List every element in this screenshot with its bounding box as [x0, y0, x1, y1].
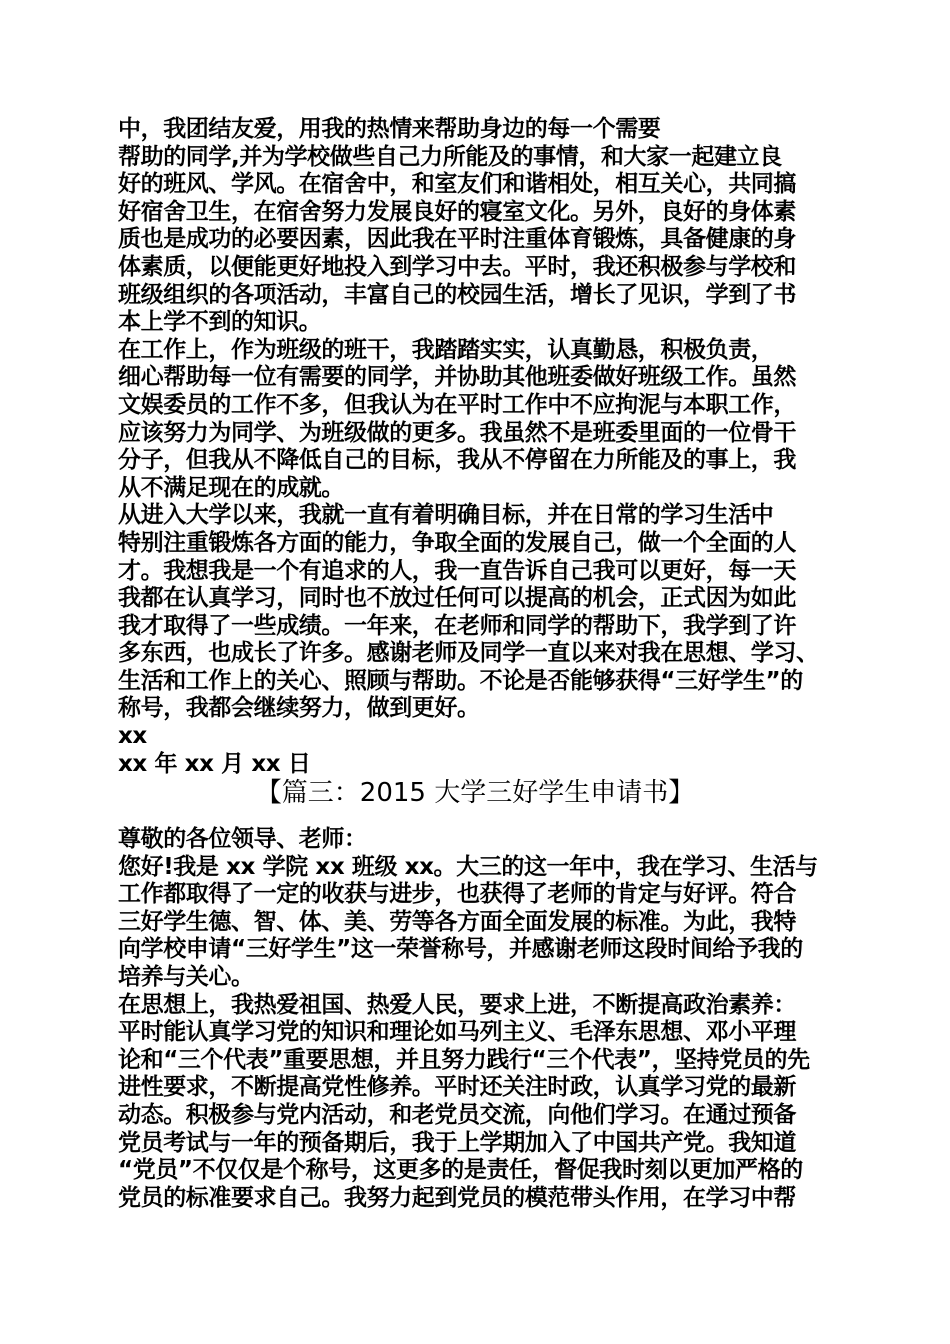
text-line: 中，我团结友爱，用我的热情来帮助身边的每一个需要 [118, 116, 661, 142]
signature-name: xx [118, 723, 147, 750]
text-line: 培养与关心。 [118, 963, 254, 990]
text-line: 特别注重锻炼各方面的能力，争取全面的发展自己，做一个全面的人 [118, 529, 797, 556]
text-line: 我才取得了一些成绩。一年来，在老师和同学的帮助下，我学到了许 [118, 612, 797, 639]
text-line: 论和“三个代表”重要思想，并且努力践行“三个代表”，坚持党员的先 [118, 1046, 810, 1073]
text-line: 称号，我都会继续努力，做到更好。 [118, 695, 480, 722]
text-line: 从进入大学以来，我就一直有着明确目标，并在日常的学习生活中 [118, 502, 774, 529]
text-line: 三好学生德、智、体、美、劳等各方面全面发展的标准。为此，我特 [118, 908, 797, 935]
text-line: 班级组织的各项活动，丰富自己的校园生活，增长了见识，学到了书 [118, 281, 797, 308]
text-line: 党员的标准要求自己。我努力起到党员的模范带头作用，在学习中帮 [118, 1184, 797, 1211]
text-line: 从不满足现在的成就。 [118, 474, 345, 501]
text-line: 平时能认真学习党的知识和理论如马列主义、毛泽东思想、邓小平理 [118, 1019, 797, 1046]
signature-date: xx 年 xx 月 xx 日 [118, 750, 311, 777]
text-line: 工作都取得了一定的收获与进步，也获得了老师的肯定与好评。符合 [118, 881, 797, 908]
text-line: 才。我想我是一个有追求的人，我一直告诉自己我可以更好，每一天 [118, 557, 797, 584]
text-line: 我都在认真学习，同时也不放过任何可以提高的机会，正式因为如此 [118, 585, 797, 612]
text-line: 您好!我是 xx 学院 xx 班级 xx。大三的这一年中，我在学习、生活与 [118, 853, 818, 880]
text-line: 党员考试与一年的预备期后，我于上学期加入了中国共产党。我知道 [118, 1129, 797, 1156]
text-line: 质也是成功的必要因素，因此我在平时注重体育锻炼，具备健康的身 [118, 226, 797, 253]
text-line: 在思想上，我热爱祖国、热爱人民，要求上进，不断提高政治素养： [118, 991, 797, 1018]
text-line: 分子，但我从不降低自己的目标，我从不停留在力所能及的事上，我 [118, 447, 797, 474]
text-line: 多东西，也成长了许多。感谢老师及同学一直以来对我在思想、学习、 [118, 640, 819, 667]
text-line: 细心帮助每一位有需要的同学，并协助其他班委做好班级工作。虽然 [118, 364, 797, 391]
text-line: 好的班风、学风。在宿舍中，和室友们和谐相处，相互关心，共同搞 [118, 171, 797, 198]
text-line: 好宿舍卫生，在宿舍努力发展良好的寝室文化。另外，良好的身体素 [118, 198, 797, 225]
salutation: 尊敬的各位领导、老师： [118, 826, 367, 852]
text-line: 向学校申请“三好学生”这一荣誉称号，并感谢老师这段时间给予我的 [118, 936, 803, 963]
text-line: 体素质，以便能更好地投入到学习中去。平时，我还积极参与学校和 [118, 253, 797, 280]
text-line: 帮助的同学,并为学校做些自己力所能及的事情，和大家一起建立良 [118, 143, 782, 170]
document-body-bottom [118, 826, 848, 1212]
text-line: 进性要求，不断提高党性修养。平时还关注时政，认真学习党的最新 [118, 1074, 797, 1101]
text-line: 生活和工作上的关心、照顾与帮助。不论是否能够获得“三好学生”的 [118, 667, 803, 694]
text-line: 在工作上，作为班级的班干，我踏踏实实，认真勤恳，积极负责， [118, 336, 774, 363]
text-line: 文娱委员的工作不多，但我认为在平时工作中不应拘泥与本职工作， [118, 391, 797, 418]
text-line: 动态。积极参与党内活动，和老党员交流，向他们学习。在通过预备 [118, 1101, 797, 1128]
section-heading: 【篇三：2015 大学三好学生申请书】 [255, 778, 695, 808]
document-body-top [118, 116, 848, 778]
text-line: 应该努力为同学、为班级做的更多。我虽然不是班委里面的一位骨干 [118, 419, 797, 446]
text-line: “党员”不仅仅是个称号，这更多的是责任，督促我时刻以更加严格的 [118, 1157, 803, 1184]
text-line: 本上学不到的知识。 [118, 309, 322, 336]
